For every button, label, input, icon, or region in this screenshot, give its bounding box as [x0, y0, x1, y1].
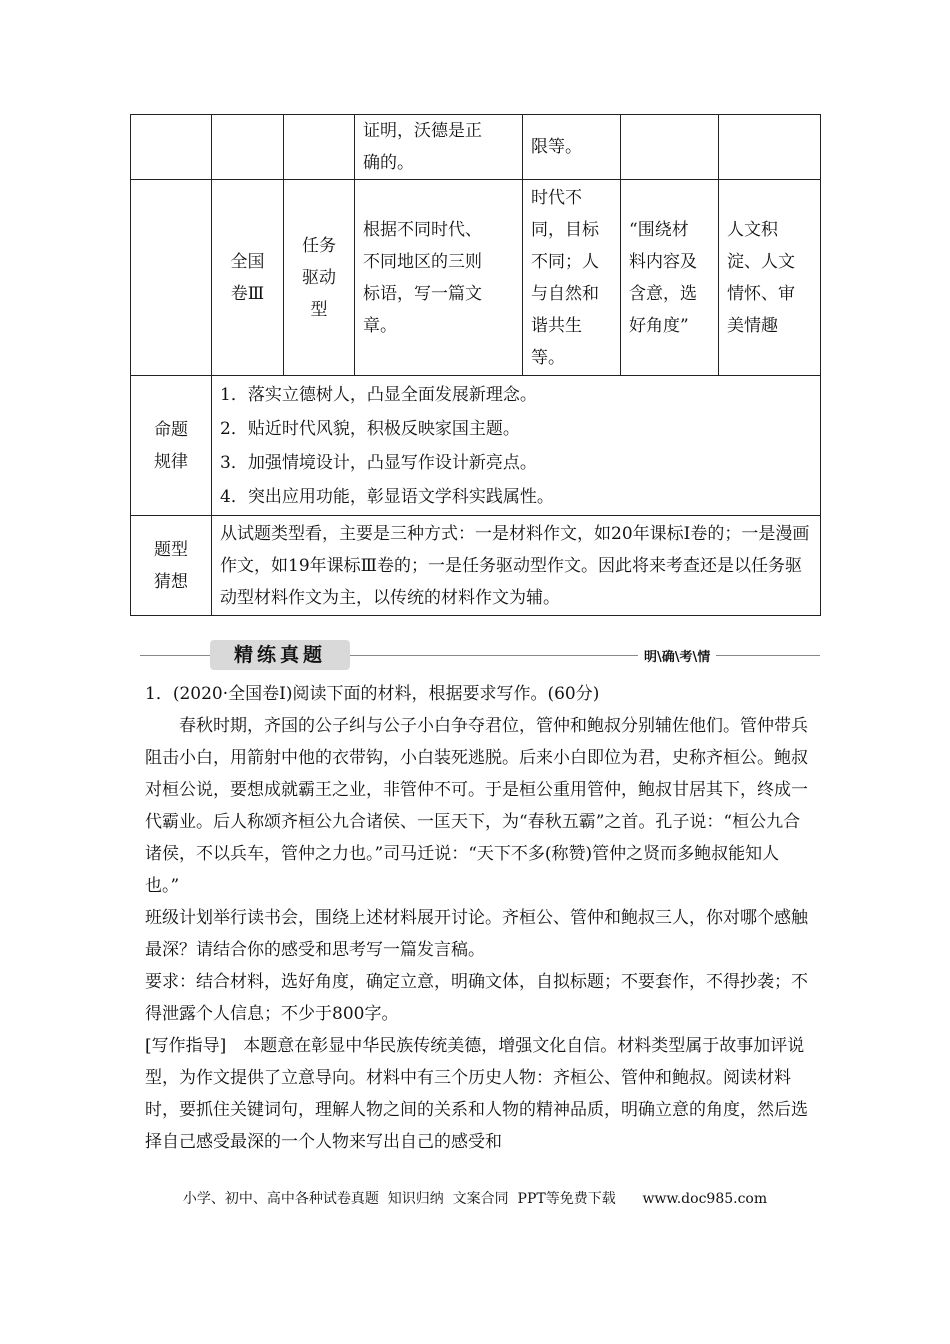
divider — [140, 655, 210, 656]
section-title: 精练真题 — [210, 640, 350, 670]
table-cell-concept: 时代不 同，目标 不同；人 与自然和 谐共生 等。 — [523, 180, 621, 376]
question-material: 春秋时期，齐国的公子纠与公子小白争夺君位，管仲和鲍叔分别辅佐他们。管仲带兵阻击小白，用箭射中他的衣带钩，小白装死逃脱。后来小白即位为君，史称齐桓公。鲍叔对桓公说，要想成就霸王之业，非管仲不可。于是桓公重用管仲，鲍叔甘居其下，终成一代霸业。后人称颂齐桓公九合诸侯、一匡天下，为“春秋五霸”之首。孔子说：“桓公九合诸侯，不以兵车，管仲之力也。”司马迁说：“天下不多(称赞)管仲之贤而多鲍叔能知人也。” — [145, 716, 808, 896]
rules-label: 命题 规律 — [131, 376, 212, 516]
question-task: 班级计划举行读书会，围绕上述材料展开讨论。齐桓公、管仲和鲍叔三人，你对哪个感触最深？请结合你的感受和思考写一篇发言稿。 — [145, 908, 808, 960]
table-cell — [284, 115, 355, 180]
table-cell-region: 全国 卷Ⅲ — [212, 180, 284, 376]
table-cell-literacy: 人文积 淀、人文 情怀、审 美情趣 — [719, 180, 821, 376]
table-cell-task: 根据不同时代、 不同地区的三则 标语，写一篇文 章。 — [355, 180, 523, 376]
table-row-guess — [131, 516, 821, 616]
page-footer: 小学、初中、高中各种试卷真题 知识归纳 文案合同 PPT等免费下载 www.doc985.com — [182, 1191, 768, 1207]
table-cell — [131, 180, 212, 376]
question-content — [145, 678, 810, 1158]
rule-item: 4．突出应用功能，彰显语文学科实践属性。 — [220, 486, 554, 507]
question-requirement: 要求：结合材料，选好角度，确定立意，明确文体，自拟标题；不要套作，不得抄袭；不得泄露个人信息；不少于800字。 — [145, 972, 808, 1024]
table-row-rules — [131, 376, 821, 516]
table-row — [131, 180, 821, 376]
table-cell-task: 证明，沃德是正 确的。 — [355, 115, 523, 180]
rules-list — [212, 376, 821, 516]
table-cell-angle: “围绕材 料内容及 含意，选 好角度” — [621, 180, 719, 376]
divider — [350, 655, 820, 656]
section-header — [140, 640, 820, 670]
guess-text: 从试题类型看，主要是三种方式：一是材料作文，如20年课标Ⅰ卷的；一是漫画作文，如19年课标Ⅲ卷的；一是任务驱动型作文。因此将来考查还是以任务驱动型材料作文为主，以传统的材料作文为辅。 — [212, 516, 821, 616]
rule-item: 2．贴近时代风貌，积极反映家国主题。 — [220, 418, 520, 439]
rule-item: 1．落实立德树人，凸显全面发展新理念。 — [220, 384, 537, 405]
table-cell — [719, 115, 821, 180]
table-cell — [131, 115, 212, 180]
table-cell-concept: 限等。 — [523, 115, 621, 180]
rule-item: 3．加强情境设计，凸显写作设计新亮点。 — [220, 452, 537, 473]
table-row — [131, 115, 821, 180]
guide-label: [写作指导] — [145, 1036, 227, 1056]
guess-label: 题型 猜想 — [131, 516, 212, 616]
section-tag: 明\确\考\情 — [638, 646, 716, 665]
writing-guide — [145, 1030, 810, 1158]
guide-text: 本题意在彰显中华民族传统美德，增强文化自信。材料类型属于故事加评说型，为作文提供了立意导向。材料中有三个历史人物：齐桓公、管仲和鲍叔。阅读材料时，要抓住关键词句，理解人物之间的关系和人物的精神品质，明确立意的角度，然后选择自己感受最深的一个人物来写出自己的感受和 — [145, 1036, 808, 1152]
table-cell — [212, 115, 284, 180]
table-cell — [621, 115, 719, 180]
question-heading: 1．(2020·全国卷Ⅰ)阅读下面的材料，根据要求写作。(60分) — [145, 684, 600, 704]
exam-analysis-table — [130, 114, 821, 616]
table-cell-type: 任务 驱动 型 — [284, 180, 355, 376]
